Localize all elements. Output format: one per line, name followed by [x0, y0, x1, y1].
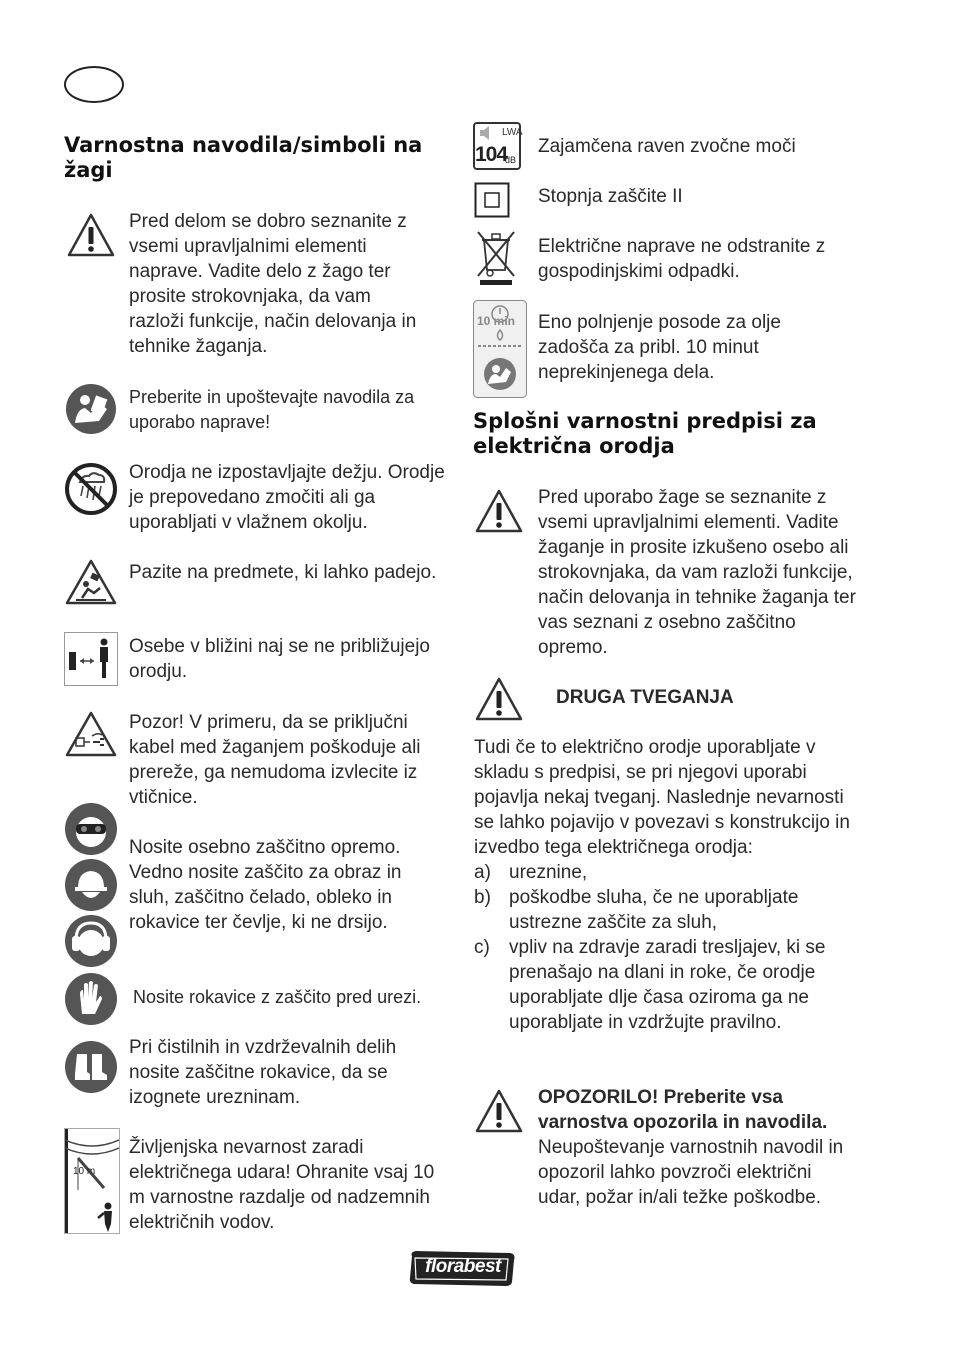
list-item: a) ureznine,	[474, 862, 588, 883]
boots-icon	[64, 1040, 118, 1094]
keep-distance-icon	[64, 632, 118, 686]
item-text: Nosite osebno zaščitno opremo. Vedno nosite zaščito za obraz in sluh, zaščitno čelado, obleko in rokavice ter čevlje, ki ne drsijo.	[129, 837, 402, 933]
power-line-icon	[64, 1128, 120, 1234]
item-text: Pazite na predmete, ki lahko padejo.	[129, 562, 437, 583]
item-text: Zajamčena raven zvočne moči	[538, 136, 796, 157]
risks-intro: Tudi če to električno orodje uporabljate v skladu s predpisi, se pri njegovi uporabi pojavlja nekaj tveganj. Naslednje nevarnosti se lahko pojavijo v povezavi s konstrukcijo in izvedbo tega električnega orodja:	[474, 737, 850, 858]
item-text: Stopnja zaščite II	[538, 186, 683, 207]
distance-label: 10 m	[73, 1166, 96, 1177]
item-text: Orodja ne izpostavljajte dežju. Orodje je prepovedano zmočiti ali ga uporabljati v vlažnem okolju.	[129, 462, 445, 533]
final-warning-bold: OPOZORILO! Preberite vsa varnostva opozorila in navodila.	[538, 1087, 828, 1133]
general-warning-text: Pred uporabo žage se seznanite z vsemi upravljalnimi elementi. Vadite žaganje in prosite izkušeno osebo ali strokovnjaka, da vam razloži funkcije, način delovanja in tehnike žaganja ter vas seznani z osebno zaščitno opremo.	[538, 487, 856, 658]
no-rain-icon	[64, 462, 118, 516]
item-text: Pri čistilnih in vzdrževalnih delih nosite zaščitne rokavice, da se izognete urezninam.	[129, 1037, 397, 1108]
item-text: Električne naprave ne odstranite z gospodinjskimi odpadki.	[538, 236, 826, 282]
item-text: Življenjska nevarnost zaradi električnega udara! Ohranite vsaj 10 m varnostne razdalje od nadzemnih električnih vodov.	[129, 1137, 435, 1233]
item-text: Osebe v bližini naj se ne približujejo orodju.	[129, 636, 430, 682]
list-item: c) vpliv na zdravje zaradi tresljajev, ki se prenašajo na dlani in roke, če orodje uporabljate dlje časa oziroma ga ne uporabljate in vzdržujte pravilno.	[474, 937, 826, 1033]
item-text: Pred delom se dobro seznanite z vsemi upravljalnimi elementi naprave. Vadite delo z žago ter prosite strokovnjaka, da vam razloži funkcije, način delovanja in tehnike žaganja.	[129, 211, 417, 357]
section-heading-left: Varnostna navodila/simboli na žagi	[64, 133, 423, 182]
sound-label: LWA	[502, 127, 523, 138]
florabest-logo	[406, 1248, 518, 1288]
sound-value: 104	[475, 143, 508, 166]
read-manual-icon	[65, 383, 117, 435]
risks-list	[474, 860, 854, 1035]
section-heading-right: Splošni varnostni predpisi za električna orodja	[473, 409, 817, 458]
warning-triangle-icon	[66, 212, 116, 258]
item-text: Nosite rokavice z zaščito pred urezi.	[133, 987, 422, 1007]
item-text: Eno polnjenje posode za olje zadošča za pribl. 10 minut neprekinjenega dela.	[538, 312, 781, 383]
sound-unit: dB	[505, 155, 517, 165]
item-text: Pozor! V primeru, da se priključni kabel med žaganjem poškoduje ali prereže, ga nemudoma izvlecite iz vtičnice.	[129, 712, 421, 808]
language-badge	[64, 66, 124, 103]
final-warning-text: Neupoštevanje varnostnih navodil in opozoril lahko povzroči električni udar, požar in/ali težke poškodbe.	[538, 1137, 844, 1208]
logo-text: florabest	[425, 1256, 501, 1277]
falling-objects-icon	[64, 558, 118, 606]
list-item: b) poškodbe sluha, če ne uporabljate ustrezne zaščite za sluh,	[474, 887, 799, 933]
weee-bin-icon	[474, 228, 518, 286]
safety-goggles-icon	[64, 802, 118, 856]
hard-hat-icon	[64, 858, 118, 912]
warning-triangle-icon	[474, 488, 524, 534]
unplug-warning-icon	[64, 710, 118, 758]
ear-protection-icon	[64, 914, 118, 968]
risks-title: DRUGA TVEGANJA	[556, 687, 734, 708]
risks-section	[474, 735, 854, 1035]
gloves-icon	[64, 972, 118, 1026]
warning-triangle-icon	[474, 676, 524, 722]
protection-class-ii-icon	[474, 182, 510, 218]
oil-time-label: 10 min	[477, 314, 516, 328]
item-text: Preberite in upoštevajte navodila za uporabo naprave!	[129, 387, 415, 432]
warning-triangle-icon	[474, 1088, 524, 1134]
final-warning	[538, 1085, 858, 1210]
